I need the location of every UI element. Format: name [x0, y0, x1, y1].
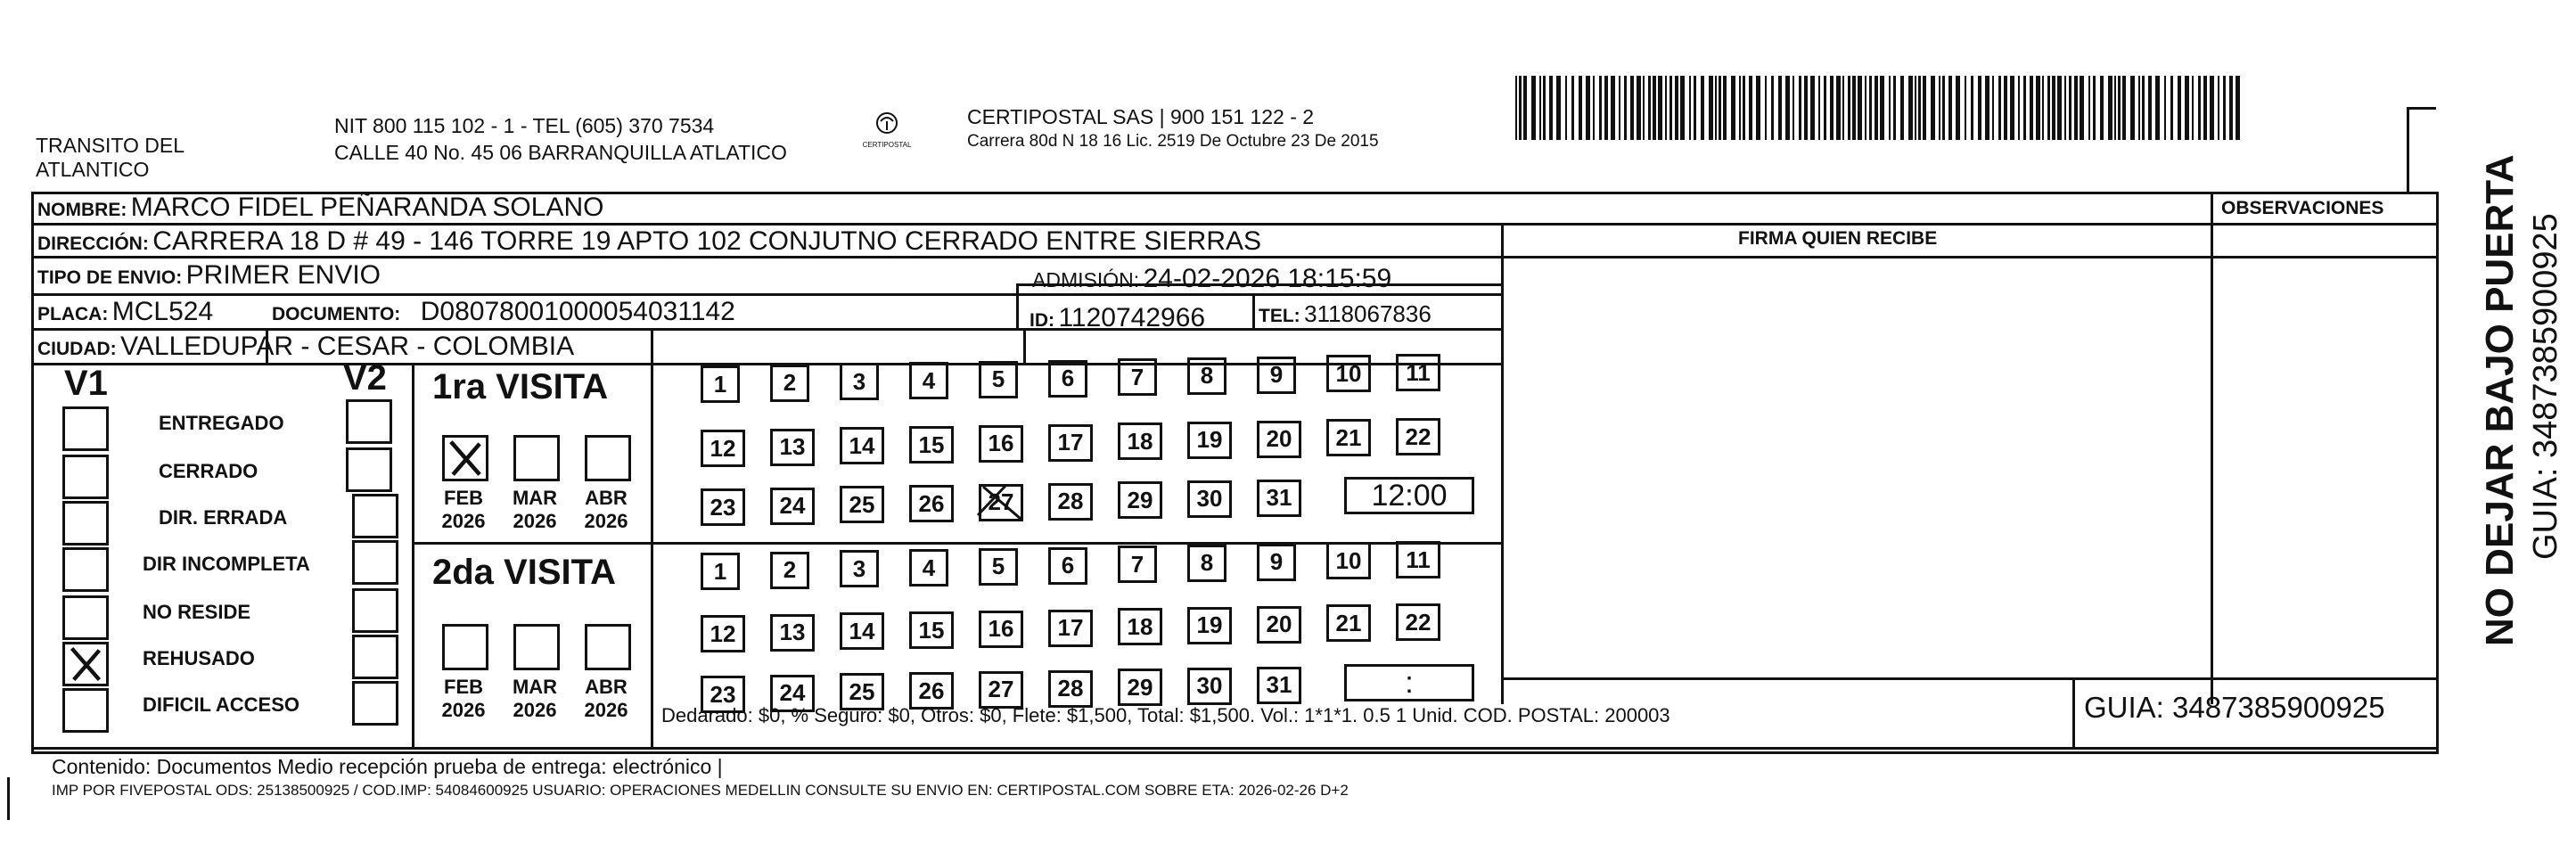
barcode-bar: [1998, 76, 2001, 140]
visit2-title: 2da VISITA: [432, 553, 616, 592]
barcode-bar: [1665, 76, 1667, 140]
day-box[interactable]: 9: [1257, 357, 1296, 394]
month-year: 2026: [513, 510, 557, 532]
placa-label: PLACA:: [37, 304, 109, 324]
barcode-bar: [1637, 76, 1641, 140]
barcode-bar: [2069, 76, 2071, 140]
day-box[interactable]: 27: [979, 484, 1023, 521]
barcode-bar: [2042, 76, 2044, 140]
barcode-bar: [2118, 76, 2121, 140]
barcode-bar: [2093, 76, 2096, 140]
barcode-bar: [1749, 76, 1752, 140]
barcode-bar: [2010, 76, 2014, 140]
v2-label: V2: [343, 358, 387, 398]
day-box[interactable]: 19: [1187, 607, 1232, 644]
day-box[interactable]: 7: [1118, 358, 1157, 396]
month-name: FEB: [444, 676, 483, 698]
barcode-bar: [2122, 76, 2126, 140]
barcode-bar: [2203, 76, 2207, 140]
day-box[interactable]: 10: [1326, 542, 1371, 579]
month-year: 2026: [441, 510, 486, 532]
admision-row: [1032, 264, 1391, 299]
barcode: [1515, 76, 2246, 140]
barcode-bar: [2057, 76, 2062, 140]
barcode-bar: [1531, 76, 1536, 140]
barcode-bar: [1830, 76, 1834, 140]
barcode-bar: [1939, 76, 1940, 140]
status-label: CERRADO: [159, 460, 258, 482]
barcode-bar: [1756, 76, 1760, 140]
barcode-bar: [2155, 76, 2160, 140]
month-label: [504, 676, 566, 722]
barcode-bar: [1942, 76, 1945, 140]
barcode-bar: [1799, 76, 1801, 140]
day-box[interactable]: 3: [840, 363, 879, 400]
day-box[interactable]: 30: [1187, 668, 1232, 705]
barcode-bar: [1865, 76, 1866, 140]
day-box[interactable]: 4: [909, 362, 948, 399]
day-box[interactable]: 1: [701, 553, 740, 590]
barcode-bar: [1571, 76, 1574, 140]
day-box[interactable]: 18: [1118, 422, 1162, 460]
barcode-bar: [1858, 76, 1862, 140]
barcode-bar: [1900, 76, 1904, 140]
v2-checkbox[interactable]: [346, 447, 392, 492]
month-name: ABR: [585, 487, 628, 509]
day-box[interactable]: 29: [1118, 481, 1162, 519]
day-box[interactable]: 12: [701, 615, 745, 652]
barcode-bar: [1658, 76, 1662, 140]
month-checkbox[interactable]: [513, 435, 560, 481]
day-box[interactable]: 2: [770, 365, 809, 402]
barcode-bar: [1689, 76, 1691, 140]
barcode-bar: [1804, 76, 1808, 140]
status-label: REHUSADO: [143, 647, 255, 669]
barcode-bar: [1765, 76, 1767, 140]
day-box[interactable]: 28: [1048, 670, 1093, 708]
day-box[interactable]: 13: [770, 614, 815, 652]
month-checkbox[interactable]: [585, 624, 631, 670]
tel-value: 3118067836: [1304, 300, 1432, 327]
barcode-bar: [1848, 76, 1850, 140]
barcode-bar: [1586, 76, 1590, 140]
day-box[interactable]: 14: [840, 427, 884, 464]
barcode-bar: [2047, 76, 2050, 140]
day-box[interactable]: 12: [701, 430, 745, 467]
day-box[interactable]: 27: [979, 671, 1023, 709]
barcode-bar: [1818, 76, 1820, 140]
day-box[interactable]: 25: [840, 486, 884, 523]
status-label: DIR INCOMPLETA: [143, 553, 310, 575]
barcode-bar: [2074, 76, 2078, 140]
month-label: [432, 487, 495, 533]
barcode-bar: [1869, 76, 1872, 140]
day-box[interactable]: 30: [1187, 480, 1232, 518]
day-box[interactable]: 15: [909, 426, 954, 464]
barcode-bar: [1810, 76, 1815, 140]
day-box[interactable]: 8: [1187, 357, 1226, 395]
time-box[interactable]: :: [1344, 664, 1474, 701]
barcode-bar: [2030, 76, 2033, 140]
ciudad-label: CIUDAD:: [37, 339, 117, 359]
barcode-bar: [1971, 76, 1973, 140]
barcode-bar: [2223, 76, 2226, 140]
barcode-bar: [2229, 76, 2233, 140]
barcode-bar: [2004, 76, 2007, 140]
visit1-title: 1ra VISITA: [432, 367, 609, 406]
barcode-bar: [2218, 76, 2219, 140]
footer-line: IMP POR FIVEPOSTAL ODS: 25138500925 / COD.IMP: 54084600925 USUARIO: OPERACIONES MEDELLIN CONSULTE SU ENVIO EN: CERTIPOSTAL.COM SOBRE ETA: 2026-02-26 D+2: [52, 782, 1349, 799]
day-box[interactable]: 11: [1396, 354, 1440, 391]
barcode-bar: [2164, 76, 2166, 140]
barcode-bar: [1523, 76, 1527, 140]
month-year: 2026: [584, 510, 628, 532]
month-name: MAR: [512, 676, 558, 698]
id-value: 1120742966: [1058, 303, 1206, 332]
carrier-address: Carrera 80d N 18 16 Lic. 2519 De Octubre 23 De 2015: [967, 132, 1379, 151]
barcode-bar: [2114, 76, 2116, 140]
barcode-bar: [2130, 76, 2135, 140]
barcode-bar: [2210, 76, 2214, 140]
tel-label: TEL:: [1259, 306, 1300, 326]
admision-value: 24-02-2026 18:15:59: [1143, 264, 1392, 293]
barcode-bar: [1893, 76, 1896, 140]
nombre-label: NOMBRE:: [37, 200, 127, 220]
side-instruction: NO DEJAR BAJO PUERTA: [2478, 154, 2522, 646]
id-label: ID:: [1030, 310, 1054, 331]
day-box[interactable]: 17: [1048, 610, 1093, 647]
day-box[interactable]: 5: [979, 548, 1018, 586]
barcode-bar: [1549, 76, 1553, 140]
month-checkbox[interactable]: [442, 435, 488, 481]
observaciones-area[interactable]: [2216, 225, 2432, 675]
barcode-bar: [1675, 76, 1678, 140]
day-box[interactable]: 11: [1396, 541, 1440, 578]
day-box[interactable]: 8: [1187, 545, 1226, 582]
day-box[interactable]: 7: [1118, 546, 1157, 583]
id-row: [1030, 303, 1205, 338]
barcode-bar: [1778, 76, 1782, 140]
barcode-bar: [1593, 76, 1595, 140]
day-box[interactable]: 2: [770, 552, 809, 589]
barcode-bar: [2192, 76, 2194, 140]
tipo-label: TIPO DE ENVIO:: [37, 267, 183, 288]
v1-checkbox[interactable]: [62, 642, 109, 686]
barcode-bar: [1539, 76, 1541, 140]
direccion-value: CARRERA 18 D # 49 - 146 TORRE 19 APTO 102 CONJUTNO CERRADO ENTRE SIERRAS: [152, 226, 1262, 256]
day-box[interactable]: 31: [1257, 667, 1301, 704]
observaciones-label: OBSERVACIONES: [2221, 198, 2384, 218]
day-box[interactable]: 26: [909, 485, 954, 522]
barcode-bar: [2185, 76, 2189, 140]
barcode-bar: [1739, 76, 1741, 140]
day-box[interactable]: 14: [840, 612, 884, 650]
barcode-bar: [1619, 76, 1620, 140]
placa-value: MCL524: [111, 297, 214, 326]
month-name: ABR: [585, 676, 628, 698]
v1-label: V1: [64, 364, 108, 403]
v2-checkbox[interactable]: [352, 588, 398, 633]
day-box[interactable]: 28: [1048, 483, 1093, 521]
direccion-label: DIRECCIÓN:: [37, 234, 149, 254]
day-box[interactable]: 10: [1326, 355, 1371, 392]
barcode-bar: [1648, 76, 1651, 140]
ciudad-row: [37, 332, 574, 366]
day-box[interactable]: 13: [770, 429, 815, 466]
day-box[interactable]: 23: [701, 676, 745, 713]
barcode-bar: [2052, 76, 2055, 140]
barcode-bar: [1915, 76, 1916, 140]
status-label: DIFICIL ACCESO: [143, 693, 300, 716]
placa-row: [37, 297, 213, 332]
sender-address: CALLE 40 No. 45 06 BARRANQUILLA ATLATICO: [334, 141, 787, 164]
barcode-bar: [1719, 76, 1721, 140]
barcode-bar: [1824, 76, 1826, 140]
summary-line: Dedarado: $0, % Seguro: $0, Otros: $0, Flete: $1,500, Total: $1,500. Vol.: 1*1*1. 0.5 1 Unid. COD. POSTAL: 200003: [661, 704, 1670, 726]
v2-checkbox[interactable]: [352, 494, 398, 538]
day-box[interactable]: 31: [1257, 480, 1301, 517]
day-box[interactable]: 3: [840, 550, 879, 587]
day-box[interactable]: 1: [701, 365, 740, 403]
month-label: [432, 676, 495, 722]
barcode-bar: [1701, 76, 1704, 140]
barcode-bar: [2100, 76, 2104, 140]
barcode-bar: [2142, 76, 2145, 140]
side-guia: GUIA: 3487385900925: [2527, 213, 2564, 560]
barcode-bar: [1743, 76, 1745, 140]
barcode-bar: [1565, 76, 1567, 140]
barcode-bar: [2178, 76, 2181, 140]
barcode-bar: [2236, 76, 2240, 140]
month-label: [575, 487, 637, 533]
barcode-bar: [1908, 76, 1913, 140]
day-box[interactable]: 29: [1118, 669, 1162, 706]
month-year: 2026: [441, 699, 486, 721]
status-label: ENTREGADO: [159, 412, 284, 434]
day-box[interactable]: 5: [979, 361, 1018, 398]
day-box[interactable]: 24: [770, 675, 815, 712]
day-box[interactable]: 22: [1396, 418, 1440, 455]
barcode-bar: [1709, 76, 1713, 140]
barcode-bar: [2080, 76, 2084, 140]
status-label: DIR. ERRADA: [159, 506, 288, 529]
barcode-bar: [1556, 76, 1561, 140]
barcode-bar: [1653, 76, 1656, 140]
day-box[interactable]: 23: [701, 488, 745, 526]
firma-area[interactable]: [1506, 259, 2209, 675]
documento-value: D08078001000054031142: [420, 297, 735, 326]
sender-nit: NIT 800 115 102 - 1 - TEL (605) 370 7534: [334, 114, 715, 137]
barcode-bar: [1643, 76, 1645, 140]
day-box[interactable]: 6: [1048, 547, 1087, 585]
ciudad-value: VALLEDUPAR - CESAR - COLOMBIA: [120, 332, 575, 361]
barcode-bar: [1836, 76, 1841, 140]
day-box[interactable]: 15: [909, 611, 954, 649]
month-label: [575, 676, 637, 722]
barcode-bar: [1543, 76, 1546, 140]
barcode-bar: [2064, 76, 2066, 140]
barcode-bar: [1978, 76, 1981, 140]
day-box[interactable]: 20: [1257, 421, 1301, 458]
month-checkbox[interactable]: [513, 624, 560, 670]
tipo-row: [37, 260, 381, 295]
barcode-bar: [1965, 76, 1966, 140]
day-box[interactable]: 26: [909, 672, 954, 710]
month-name: MAR: [512, 487, 558, 509]
time-box[interactable]: 12:00: [1344, 477, 1474, 514]
barcode-bar: [2138, 76, 2140, 140]
barcode-bar: [1785, 76, 1790, 140]
barcode-bar: [1723, 76, 1727, 140]
barcode-bar: [1599, 76, 1602, 140]
barcode-bar: [1515, 76, 1517, 140]
logo-caption: CERTIPOSTAL: [862, 141, 912, 149]
v1-checkbox[interactable]: [62, 501, 109, 546]
carrier-name: CERTIPOSTAL SAS | 900 151 122 - 2: [967, 105, 1315, 128]
documento-label: DOCUMENTO:: [272, 304, 401, 324]
barcode-bar: [1793, 76, 1794, 140]
v2-checkbox[interactable]: [352, 635, 398, 679]
day-box[interactable]: 21: [1326, 604, 1371, 642]
nombre-row: [37, 193, 603, 227]
month-checkbox[interactable]: [442, 624, 488, 670]
v1-checkbox[interactable]: [62, 406, 109, 451]
guia-box: GUIA: 3487385900925: [2084, 691, 2385, 724]
barcode-bar: [1579, 76, 1582, 140]
month-label: [504, 487, 566, 533]
day-box[interactable]: 16: [979, 611, 1023, 648]
v1-checkbox[interactable]: [62, 688, 109, 733]
day-box[interactable]: 16: [979, 425, 1023, 463]
barcode-bar: [2036, 76, 2040, 140]
day-box[interactable]: 17: [1048, 424, 1093, 462]
barcode-bar: [1852, 76, 1856, 140]
barcode-bar: [2108, 76, 2112, 140]
v1-checkbox[interactable]: [62, 595, 109, 640]
barcode-bar: [1875, 76, 1878, 140]
barcode-bar: [1956, 76, 1960, 140]
tipo-value: PRIMER ENVIO: [185, 260, 381, 290]
v2-checkbox[interactable]: [352, 681, 398, 726]
barcode-bar: [1985, 76, 1989, 140]
barcode-bar: [2198, 76, 2201, 140]
barcode-bar: [2088, 76, 2090, 140]
barcode-bar: [1680, 76, 1685, 140]
day-box[interactable]: 25: [840, 673, 884, 710]
v1-checkbox[interactable]: [62, 547, 109, 592]
documento-row: [272, 297, 735, 332]
day-box[interactable]: 24: [770, 488, 815, 525]
month-year: 2026: [584, 699, 628, 721]
status-label: NO RESIDE: [143, 601, 251, 623]
certipostal-logo: [847, 109, 927, 162]
day-box[interactable]: 22: [1396, 603, 1440, 641]
barcode-bar: [2018, 76, 2020, 140]
nombre-value: MARCO FIDEL PEÑARANDA SOLANO: [130, 193, 604, 222]
barcode-bar: [1918, 76, 1921, 140]
barcode-bar: [1519, 76, 1522, 140]
month-year: 2026: [513, 699, 557, 721]
tel-row: [1259, 299, 1432, 333]
month-checkbox[interactable]: [585, 435, 631, 481]
barcode-bar: [1880, 76, 1884, 140]
barcode-bar: [2148, 76, 2152, 140]
barcode-bar: [1611, 76, 1615, 140]
admision-label: ADMISIÓN:: [1032, 268, 1140, 291]
barcode-bar: [1923, 76, 1926, 140]
day-box[interactable]: 20: [1257, 606, 1301, 644]
day-box[interactable]: 4: [909, 549, 948, 587]
barcode-bar: [1624, 76, 1627, 140]
barcode-bar: [1731, 76, 1735, 140]
v2-checkbox[interactable]: [346, 399, 392, 444]
barcode-bar: [1931, 76, 1935, 140]
barcode-bar: [1771, 76, 1774, 140]
day-box[interactable]: 21: [1326, 419, 1371, 456]
v1-checkbox[interactable]: [62, 455, 109, 499]
contenido-line: Contenido: Documentos Medio recepción prueba de entrega: electrónico |: [52, 755, 723, 778]
barcode-bar: [2023, 76, 2026, 140]
barcode-bar: [1604, 76, 1608, 140]
day-box[interactable]: 18: [1118, 608, 1162, 645]
month-name: FEB: [444, 487, 483, 509]
barcode-bar: [1889, 76, 1891, 140]
barcode-bar: [1669, 76, 1672, 140]
barcode-bar: [1694, 76, 1696, 140]
barcode-bar: [1842, 76, 1844, 140]
barcode-bar: [1992, 76, 1994, 140]
day-box[interactable]: 6: [1048, 360, 1087, 398]
v2-checkbox[interactable]: [352, 540, 398, 585]
barcode-bar: [2170, 76, 2173, 140]
day-box[interactable]: 19: [1187, 422, 1232, 459]
day-box[interactable]: 9: [1257, 544, 1296, 581]
sender-name: TRANSITO DEL ATLANTICO: [36, 134, 185, 181]
barcode-bar: [1948, 76, 1952, 140]
barcode-bar: [1630, 76, 1634, 140]
firma-label: FIRMA QUIEN RECIBE: [1738, 228, 1938, 249]
barcode-bar: [1715, 76, 1717, 140]
direccion-row: [37, 226, 1261, 261]
